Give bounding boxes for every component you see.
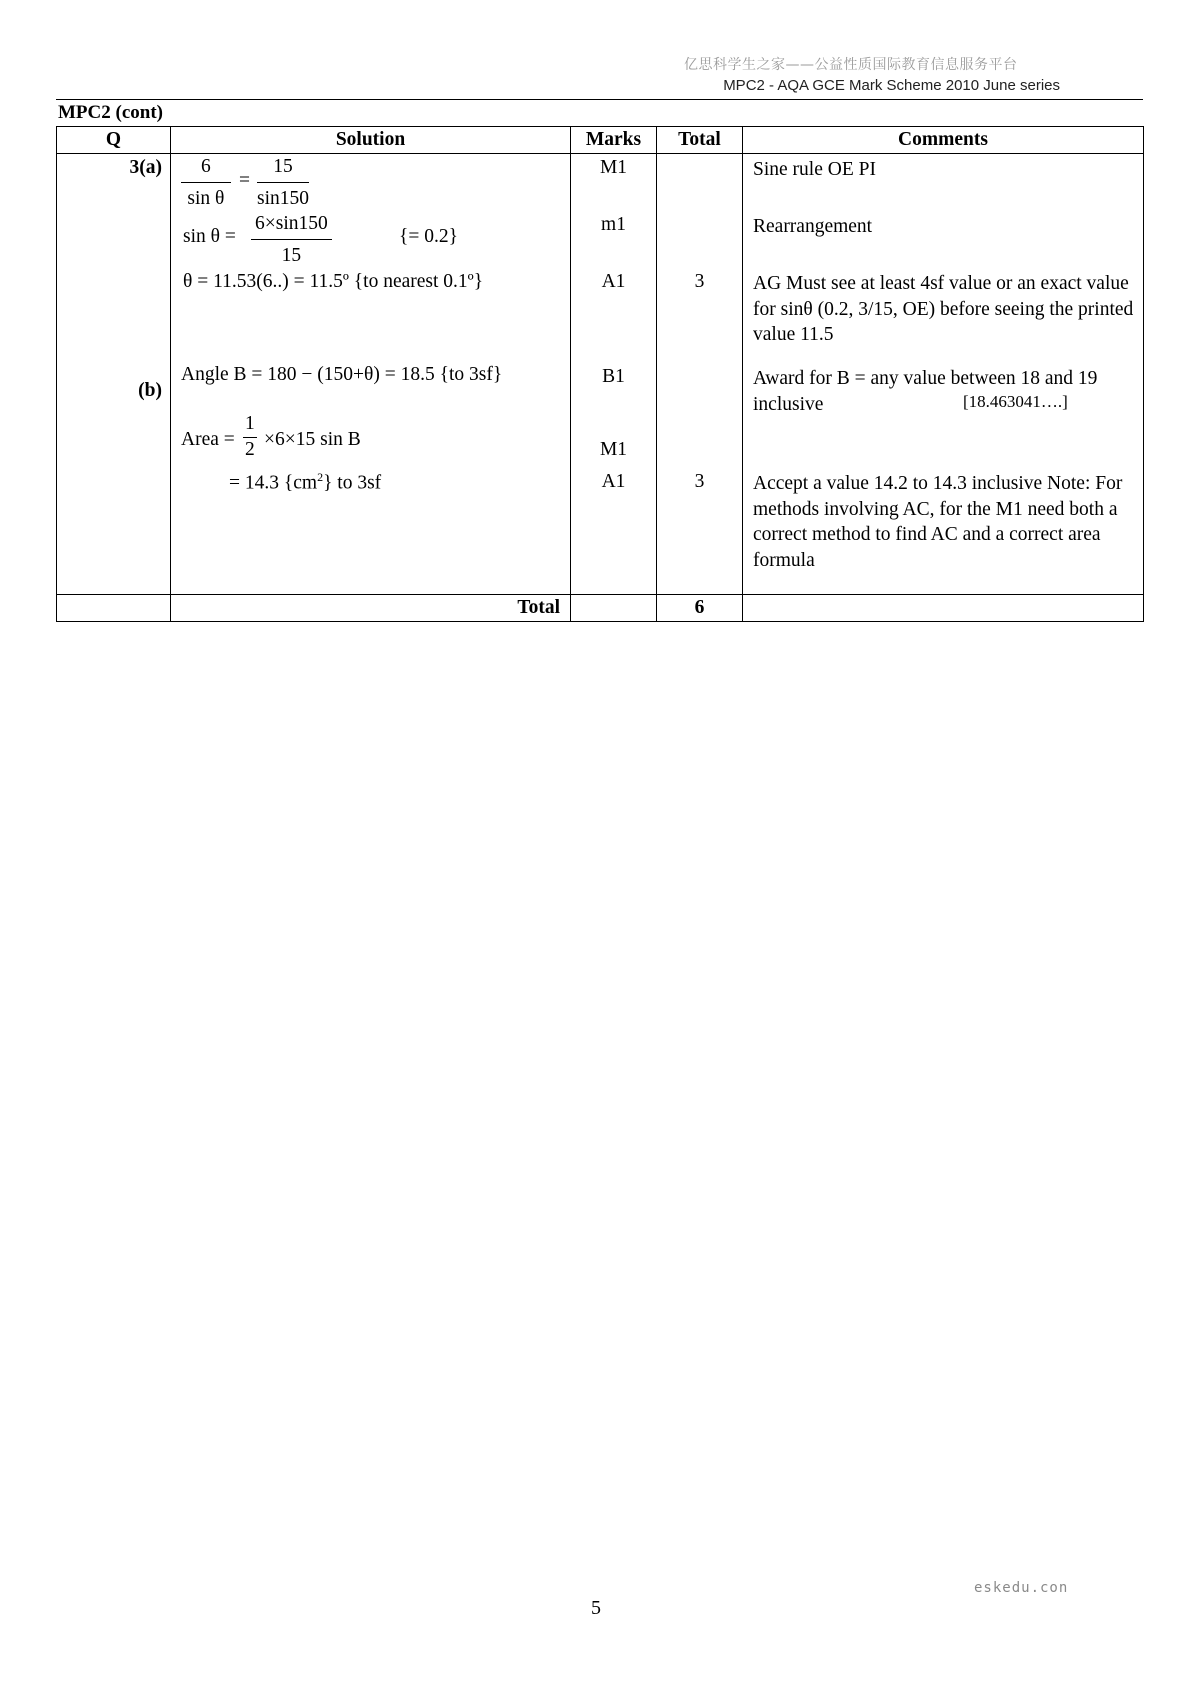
solution-cell <box>171 154 571 595</box>
mark-b1: B1 <box>602 366 625 387</box>
comment-a3: AG Must see at least 4sf value or an exact value for sinθ (0.2, 3/15, OE) before seeing the printed value 11.5 <box>753 273 1134 345</box>
area-result <box>229 470 381 495</box>
area-result-superscript: 2 <box>317 470 324 484</box>
comment-b1: Award for B = any value between 18 and 19 inclusive <box>753 368 1098 415</box>
sine-rule-fraction-left <box>181 154 231 212</box>
table-row <box>57 154 1144 595</box>
column-header-total: Total <box>657 127 743 154</box>
comments-cell <box>743 154 1144 595</box>
comment-b3: Accept a value 14.2 to 14.3 inclusive Note: For methods involving AC, for the M1 need both a correct method to find AC and a correct area formula <box>753 473 1123 571</box>
fraction-numerator: 15 <box>257 154 309 183</box>
total-row-value: 6 <box>657 595 743 622</box>
column-header-q: Q <box>57 127 171 154</box>
total-row-label: Total <box>171 595 571 622</box>
fraction-numerator: 6 <box>181 154 231 183</box>
comment-b1-extra: [18.463041….] <box>963 392 1068 411</box>
area-lhs: Area = <box>181 429 235 450</box>
area-result-text-after: } to 3sf <box>323 472 382 494</box>
column-header-marks: Marks <box>571 127 657 154</box>
marks-cell <box>571 154 657 595</box>
total-b: 3 <box>694 471 705 492</box>
page-number: 5 <box>591 1597 601 1619</box>
watermark-bottom: eskedu.con <box>974 1580 1069 1596</box>
total-cell <box>657 154 743 595</box>
mark-scheme-table <box>56 126 1144 622</box>
total-row-q <box>57 595 171 622</box>
question-cell <box>57 154 171 595</box>
comment-a1: Sine rule OE PI <box>753 159 876 180</box>
sine-rule-fraction-right <box>257 154 309 212</box>
comment-a2: Rearrangement <box>753 216 873 237</box>
area-rhs: ×6×15 sin B <box>264 429 361 450</box>
mark-b2: M1 <box>599 439 628 460</box>
part-label-a: 3(a) <box>129 157 162 178</box>
watermark-top: 亿思科学生之家——公益性质国际教育信息服务平台 <box>684 57 1018 73</box>
total-a: 3 <box>694 271 705 292</box>
table-header-row <box>57 127 1144 154</box>
total-row <box>57 595 1144 622</box>
rearrangement-note: {= 0.2} <box>399 226 458 247</box>
fraction-denominator: sin150 <box>257 188 310 209</box>
mark-a3: A1 <box>601 271 626 292</box>
column-header-comments: Comments <box>743 127 1144 154</box>
document-header: MPC2 - AQA GCE Mark Scheme 2010 June series <box>723 77 1060 94</box>
area-result-text: = 14.3 {cm <box>229 472 318 494</box>
fraction-denominator: 15 <box>281 245 302 266</box>
fraction-numerator: 1 <box>243 412 257 438</box>
rearrangement-fraction <box>251 211 332 269</box>
fraction-numerator: 6×sin150 <box>251 211 332 240</box>
column-header-solution: Solution <box>171 127 571 154</box>
fraction-denominator: 2 <box>245 439 255 460</box>
header-rule <box>56 99 1143 100</box>
mark-b3: A1 <box>601 471 626 492</box>
theta-result: θ = 11.53(6..) = 11.5º {to nearest 0.1º} <box>183 271 484 292</box>
equals-sign: = <box>239 170 250 191</box>
mark-a2: m1 <box>601 214 626 235</box>
fraction-denominator: sin θ <box>187 188 225 209</box>
rearrangement-lhs: sin θ = <box>183 226 236 247</box>
half-fraction <box>243 412 257 461</box>
angle-b-line: Angle B = 180 − (150+θ) = 18.5 {to 3sf} <box>181 364 503 385</box>
part-label-b: (b) <box>138 380 162 401</box>
section-title: MPC2 (cont) <box>58 102 163 123</box>
total-row-marks <box>571 595 657 622</box>
mark-a1: M1 <box>599 157 628 178</box>
total-row-comments <box>743 595 1144 622</box>
